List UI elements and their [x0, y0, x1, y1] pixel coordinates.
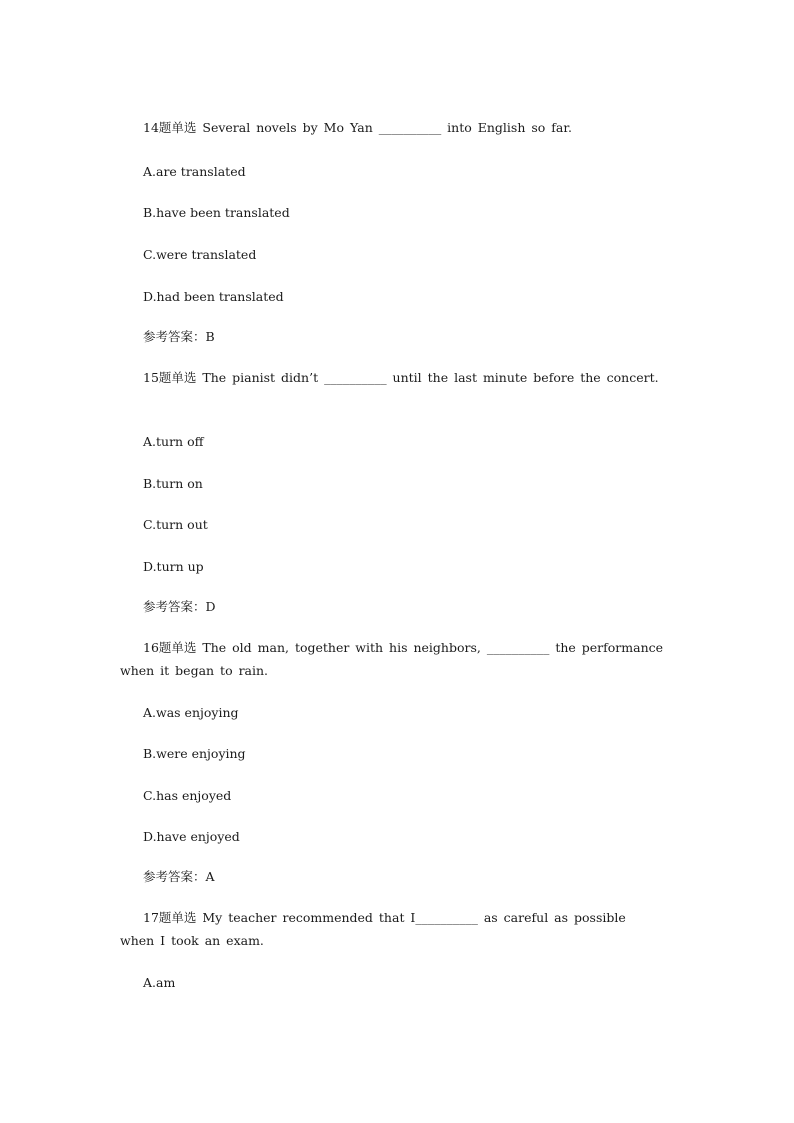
answer-option: D.had been translated: [143, 289, 284, 304]
answer-option: B.turn on: [143, 476, 203, 491]
reference-answer: 参考答案：D: [143, 599, 216, 614]
answer-option: D.have enjoyed: [143, 829, 240, 844]
answer-option: D.turn up: [143, 559, 204, 574]
question-stem: 16题单选 The old man, together with his neighbors, __________ the performance when it began to rain.: [120, 640, 664, 678]
answer-option: B.were enjoying: [143, 746, 246, 761]
answer-option: A.are translated: [143, 164, 246, 179]
answer-option: C.were translated: [143, 247, 257, 262]
answer-option: B.have been translated: [143, 205, 290, 220]
answer-option: C.turn out: [143, 517, 208, 532]
answer-option: C.has enjoyed: [143, 788, 232, 803]
reference-answer: 参考答案：A: [143, 869, 215, 884]
answer-option: A.turn off: [143, 434, 204, 449]
question-stem: 17题单选 My teacher recommended that I__________ as careful as possible when I took an exam.: [120, 910, 626, 948]
answer-option: A.was enjoying: [143, 705, 239, 720]
question-stem: 14题单选 Several novels by Mo Yan __________ into English so far.: [143, 120, 572, 135]
answer-option: A.am: [143, 975, 176, 990]
question-stem: 15题单选 The pianist didn’t __________ until the last minute before the concert.: [143, 370, 659, 385]
reference-answer: 参考答案：B: [143, 329, 215, 344]
